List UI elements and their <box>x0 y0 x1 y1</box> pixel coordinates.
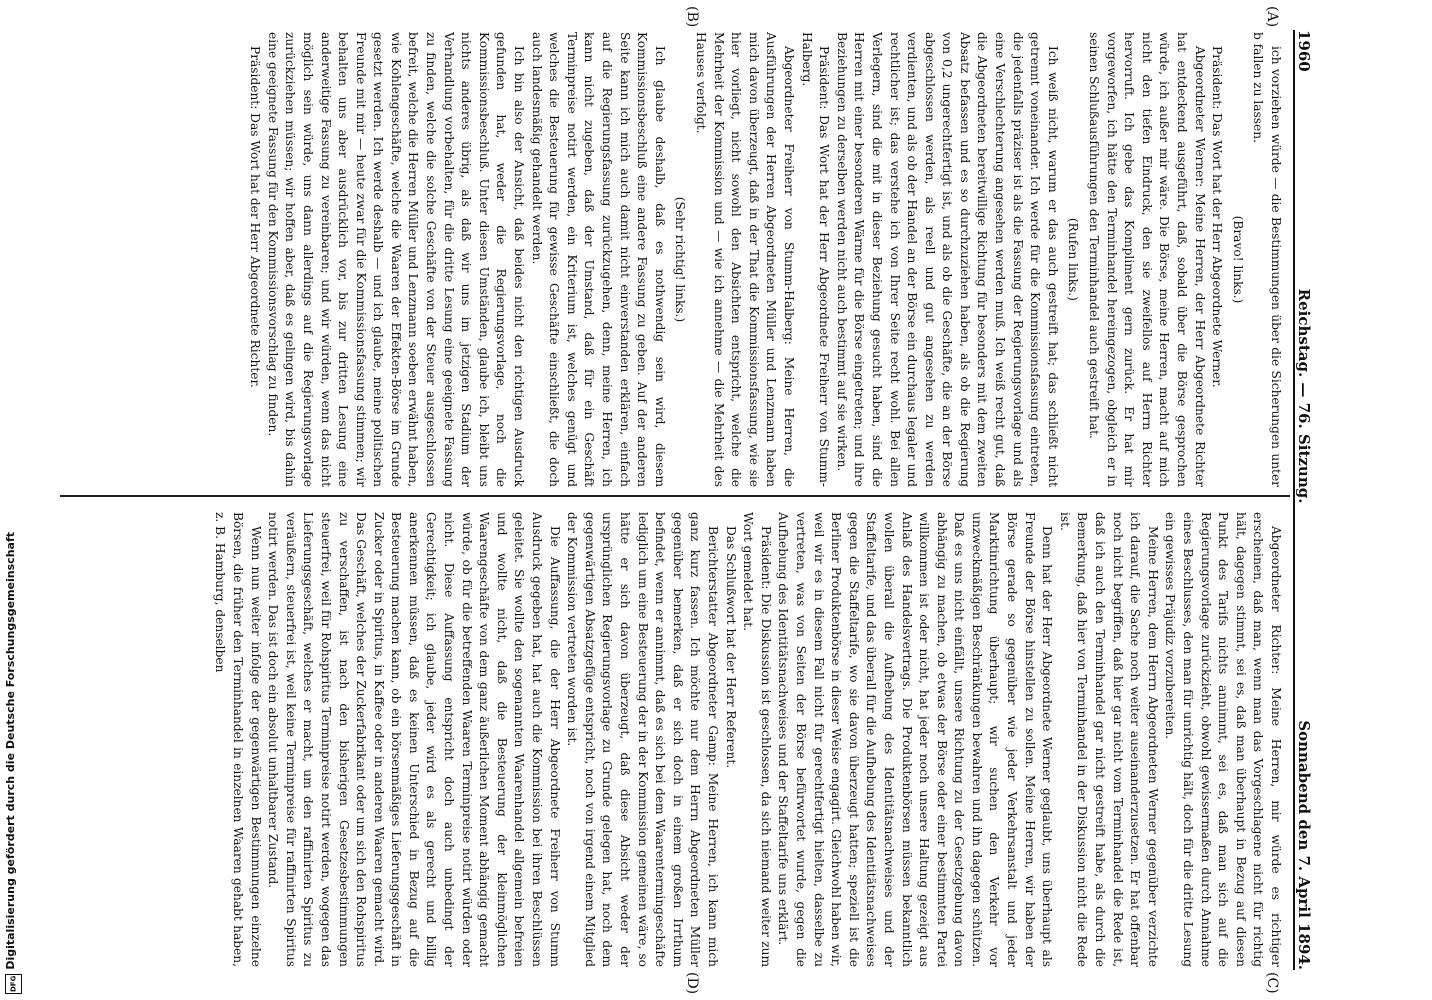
stage-direction: (Sehr richtig! links.) <box>673 196 688 323</box>
page-number: 1960 <box>1295 30 1313 72</box>
paragraph: Präsident: Das Wort hat der Herr Abgeordnete Freiherr von Stumm-Halberg. <box>799 32 832 487</box>
paragraph: ich vorziehen würde — die Bestimmungen über die Sicherungen unter b fallen zu lassen. <box>1251 32 1283 487</box>
paragraph: Ich glaube deshalb, daß es nothwendig sein wird, diesem Kommissionsbeschluß eine andere Fassung zu geben. Auf der anderen Seite kann ich mich auch damit nicht einverstanden erklären, einfach auf die Regierungsfassung zurückzugehen, denn, meine Herren, ich kann nicht zugeben, daß der Umstand, daß für ein Geschäft Terminpreise notirt werden, ein Kriterium ist, welches genügt und welches die Besteuerung für gewisse Geschäfte einschließt, die doch auch landesmäßig gehandelt werden. <box>529 32 667 487</box>
paragraph: Meine Herren, dem Herrn Abgeordneten Werner gegenüber verzichte ich darauf, die Sache noch weiter auseinanderzusetzen. Er hat offenbar noch nicht begriffen, daß hier gar nicht vom Terminhandel die Rede ist, daß ich auch den Terminhandel gar nicht gestreift habe, als durch die Bemerkung, daß hier von Terminhandel in der Diskussion nicht die Rede ist. <box>1057 512 1160 967</box>
paragraph: Das Schlußwort hat der Herr Referent. <box>723 526 738 769</box>
paragraph: Denn hat der Herr Abgeordnete Werner geglaubt, uns überhaupt als Freunde der Börse hinstellen zu sollen. Meine Herren, wir haben der Börse gerade so gegenüber wie jeder Verkehrsanstalt und jeder Marktinrichtung überhaupt; wir suchen den Verkehr vor unzweckmäßigen Beschränkungen bewahren und ihn dagegen schützen. Daß es uns nicht einfällt, unsere Richtung zu der Gesetzgebung davon abhängig zu machen, ob etwas der Börse oder einer bestimmten Partei willkommen ist oder nicht, hat jeder noch unsere Haltung gezeigt aus Anlaß des Handelsvertrags. Die Produktenbörsen müssen bekanntlich wollen überall die Aufhebung des Identitätsnachweises und der Staffeltarife, und das überall für die Aufhebung des Identitätsnachweises gegen die Staffeltarife, wo sie davon überzeugt hatten; speziell ist die Berliner Produktenbörse in dieser Weise engagirt. Gleichwohl haben wir, weil wir es in diesem Fall nicht für gerechtfertigt hielten, dasselbe zu vertreten, was von Seiten der Börse befürwortet wurde, gegen die Aufhebung des Identitätsnachweises und der Staffeltarife uns erklärt. <box>776 512 1055 967</box>
dfg-logo: DFG <box>5 974 22 994</box>
paragraph: Wenn nun weiter infolge der gegenwärtigen Bestimmungen einzelne Börsen, die früher den Terminhandel in einzelnen Waaren gehabt haben, z. B. Hamburg, denselben <box>213 512 263 967</box>
paragraph: Ich bin also der Ansicht, daß beides nicht den richtigen Ausdruck gefunden hat, weder die Regierungsvorlage, noch die Kommissionsbeschluß. Unter diesen Umständen, glaube ich, bleibt uns nichts anderes übrig, als daß wir uns im jetzigen Stadium der Verhandlung vorbehalten, für die dritte Lesung eine geeignete Fassung zu finden, welche die solche Geschäfte von der Steuer ausgeschlossen befreit, welche die Herren Müller und Lenzmann soeben erwähnt haben, wie Kohlengeschäfte, welche die Waaren der Effekten-Börse im Grunde gesetzt werden. Ich werde deshalb — und ich glaube, meine politischen Freunde mit mir — heute zwar für die Kommissionsfassung stimmen; wir behalten uns aber ausdrücklich vor, bis zur dritten Lesung eine anderweitige Fassung zu vereinbaren; und wir würden, wenn das nicht möglich sein würde, uns dann allerdings auf die Regierungsvorlage zurückziehen müssen; wir hoffen aber, daß es gelingen wird, bis dahin eine geeignete Fassung für den Kommissionsvorschlag zu finden. <box>265 32 527 487</box>
paragraph: Präsident: Die Diskussion ist geschlossen, da sich niemand weiter zum Wort gemeldet hat. <box>741 512 773 967</box>
paragraph: Abgeordneter Werner: Meine Herren, der Herr Abgeordnete Richter hat entdeckend ausgeführt, daß, sobald über die Börse gesprochen würde, ich außer mir wäre. Die Börse, meine Herren, macht auf mich nicht den tiefen Eindruck, den sie zweifellos auf Herrn Richter hervorruft. Ich gebe das Kompliment gern zurück. Er hat mir vorgeworfen, ich hätte den Terminhandel hereingezogen, obgleich er in seinen Schlußausführungen den Terminhandel auch gestreift hat. <box>1087 32 1207 487</box>
header-date: Sonnabend den 7. April 1894. <box>1295 720 1313 970</box>
footer-strip <box>2 0 24 1000</box>
paragraph: Abgeordneter Richter: Meine Herren, mir würde es richtiger erscheinen, daß man, wenn man das Vorgeschlagene nicht für richtig hält, dagegen stimmt, sei es, daß man überhaupt in Bezug auf diesen Punkt des Tarifs nichts annimmt, sei es, daß man sich auf die Regierungsvorlage zurückzieht, obwohl gewissermaßen durch Annahme eines Beschlusses, den man für unrichtig hält, doch für die dritte Lesung ein gewisses Präjudiz vorzubereiten. <box>1163 512 1283 967</box>
margin-marker-a: (A) <box>1264 6 1280 28</box>
margin-marker-d: (D) <box>684 972 700 995</box>
rotated-page-content <box>50 0 1340 1000</box>
stage-direction: (Rufen links.) <box>1066 217 1081 302</box>
stage-direction: (Bravo! links.) <box>1230 215 1245 304</box>
paragraph: Präsident: Das Wort hat der Herr Abgeordnete Werner. <box>1210 46 1225 388</box>
column-divider <box>60 495 1290 497</box>
margin-marker-b: (B) <box>684 6 700 28</box>
dfg-credit: Digitalisierung gefördert durch die Deutsche Forschungsgemeinschaft <box>4 532 17 970</box>
left-column <box>74 32 1284 487</box>
page-header <box>1293 30 1325 970</box>
right-column <box>74 512 1284 967</box>
paragraph: Präsident: Das Wort hat der Herr Abgeordnete Richter. <box>248 46 263 388</box>
margin-marker-c: (C) <box>1264 972 1280 994</box>
paragraph: Berichterstatter Abgeordneter Gamp: Meine Herren, ich kann mich ganz kurz fassen. Ich möchte nur dem Herrn Abgeordneten Müller gegenüber bemerken, daß er sich doch in einem großen Irrthum befindet, wenn er annimmt, daß es sich bei dem Waarentermingeschäfte lediglich um eine Besteuerung der in der Kommission gemeinen wäre, so hätte er sich davon überzeugt, daß diese Absicht weder der ursprünglichen Regierungsvorlage zu Grunde gelegen hat, noch dem gegenwärtigen Absatzgefüge entspricht, noch von irgend einem Mitglied der Kommission vertreten worden ist. <box>565 512 720 967</box>
header-session: Reichstag. — 76. Sitzung. <box>1295 288 1313 504</box>
paragraph: Abgeordneter Freiherr von Stumm-Halberg: Meine Herren, die Ausführungen der Herren Abgeordneten Müller und Lenzmann haben mich davon überzeugt, daß in der That die Kommissionsfassung, wie sie hier vorliegt, nicht sowohl den Absichten entspricht, welche die Mehrheit der Kommission und — wie ich annehme — die Mehrheit des Hauses verfolgt. <box>694 32 796 487</box>
paragraph: Die Auffassung, die der Herr Abgeordnete Freiherr von Stumm Ausdruck gegeben hat, hat auch die Kommission bei ihren Beschlüssen geleitet. Sie wollte den sogenannten Waarenhandel allgemein befreien und wollte nicht, daß die Besteuerung der kleinmöglichen Waarengeschäfte von dem ganz äußerlichen Moment abhängig gemacht würde, ob für die betreffenden Waaren Terminpreise notirt würden oder nicht. Diese Auffassung entspricht doch auch unbedingt der Gerechtigkeit; ich glaube, jeder wird es als gerecht und billig anerkennen müssen, daß es keinen Unterschied in Bezug auf die Besteuerung machen kann, ob ein börsenmäßiges Lieferungsgeschäft in Zucker oder in Spiritus, in Kaffee oder in anderen Waaren gemacht wird. Das Geschäft, welches der Zuckerfabrikant oder um sich den Rohspiritus zu verschaffen, ist nach den bisherigen Gesetzesbestimmungen steuerfrei, weil für Rohspiritus Terminpreise notirt werden, wogegen das Lieferungsgeschäft, welches er macht, um den raffinirten Spiritus zu veräußern, steuerfrei ist, weil keine Terminpreise für raffinirten Spiritus notirt werden. Das ist doch ein absolut unhaltbarer Zustand. <box>266 512 562 967</box>
paragraph: Ich weiß nicht, warum er das auch gestreift hat; das schließt nicht getrennt voneinander. Ich werde für die Kommissionsfassung eintreten, die jedenfalls präziser ist als die Fassung der Regierungsvorlage und als eine Verschlechterung angesehen werden muß. Ich weiß recht gut, daß die Abgeordneten bereitwillige Richtung für besonders mit dem zweiten Absatz befassen und es so durchzuziehen haben, als ob die Regierung von 0,2 ungerechtfertigt ist, und als ob die Geschäfte, die an der Börse abgeschlossen werden, als reell und gut angesehen zu werden verdienten, und als ob der Handel an der Börse ein durchaus legaler und rechtlicher ist; das verstehe ich von Ihrer Seite recht wohl. Bei allen Verlegern, sind die mit in dieser Beziehung gesucht haben, sind die Herren mit einer besonderen Wärme für die Börse eingetreten; und ihre Beziehungen zu derselben werden nicht auch bestimmt auf sie wirken. <box>834 32 1060 487</box>
